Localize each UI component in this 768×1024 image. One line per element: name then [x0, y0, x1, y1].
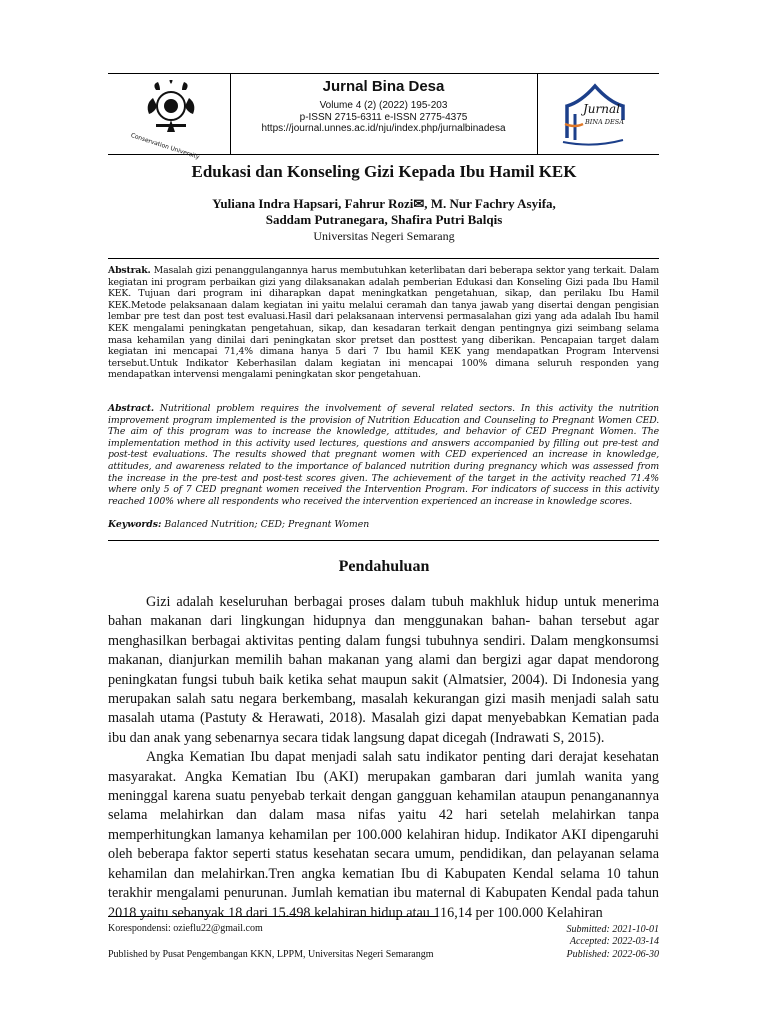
journal-info — [230, 74, 537, 135]
paragraph: Angka Kematian Ibu dapat menjadi salah satu indikator penting dari derajat kesehatan masyarakat. Angka Kematian Ibu (AKI) merupakan gambaran dari jumlah wanita yang meninggal karena suatu penyebab terkait dengan gangguan kehamilan ataupun penanganannya selama melahirkan dan dalam masa nifas yaitu 42 hari setelah melahirkan tanpa memperhitungkan lamanya kehamilan per 100.000 kelahiran hidup. Indikator AKI dipengaruhi oleh beberapa faktor seperti status kesehatan secara umum, pendidikan, dan pelayanan selama kehamilan dan melahirkan.Tren angka kematian Ibu di Kabupaten Kendal selama 10 tahun terakhir mengalami penurunan. Jumlah kematian ibu maternal di Kabupaten Kendal pada tahun 2018 yaitu sebanyak 18 dari 15.498 kelahiran hidup atau 116,14 per 100.000 Kelahiran — [108, 749, 659, 921]
author-list — [0, 196, 768, 228]
footer-rule — [108, 916, 438, 917]
abstract-bottom-rule — [108, 540, 659, 541]
correspondence: Korespondensi: ozieflu22@gmail.com — [108, 923, 263, 934]
authors-line-2: Saddam Putranegara, Shafira Putri Balqis — [265, 212, 503, 227]
journal-header — [108, 73, 659, 161]
keywords-label: Keywords: — [108, 519, 162, 530]
authors-line-1: Yuliana Indra Hapsari, Fahrur Rozi✉, M. Nur Fachry Asyifa, — [212, 196, 556, 211]
keywords — [108, 519, 659, 530]
logo-caption: Conservation University — [129, 132, 201, 161]
accepted-date: Accepted: 2022-03-14 — [569, 936, 659, 948]
logo-subtitle: BINA DESA — [585, 118, 624, 126]
abstract-english — [108, 403, 659, 507]
journal-url[interactable]: https://journal.unnes.ac.id/nju/index.php/jurnalbinadesa — [261, 123, 506, 134]
article-title: Edukasi dan Konseling Gizi Kepada Ibu Hamil KEK — [191, 162, 577, 181]
journal-issn: p-ISSN 2715-6311 e-ISSN 2775-4375 — [299, 111, 468, 123]
keywords-text: Balanced Nutrition; CED; Pregnant Women — [161, 519, 370, 530]
logo-title: Jurnal — [583, 102, 620, 116]
university-logo — [126, 80, 216, 161]
journal-name: Jurnal Bina Desa — [322, 78, 445, 95]
publisher: Published by Pusat Pengembangan KKN, LPPM, Universitas Negeri Semarangm — [108, 949, 434, 960]
abstract-en-text: Nutritional problem requires the involvement of several related sectors. In this activity the nutrition improvement program implemented is the provision of Nutrition Education and Counseling to Pregnant Women CED. The aim of this program was to increase the knowledge, attitudes, and behavior of CED Pregnant Women. The implementation method in this activity used lectures, questions and answers accompanied by filling out pre-test and post-test evaluations. The results showed that pregnant women with CED experienced an increase in knowledge, attitudes, and awareness related to the importance of balanced nutrition during pregnancy which was assessed from the increase in the pre-test and post-test scores given. The achievement of the target in the activity reached 71.4% where only 5 of 7 CED pregnant women received the Intervention Program. For indicators of success in this activity reached 100% where all respondents who received the intervention experienced an increase in knowledge scores. — [108, 403, 659, 507]
abstract-top-rule — [108, 258, 659, 259]
journal-logo — [561, 80, 629, 150]
abstract-text: Masalah gizi penanggulangannya harus membutuhkan keterlibatan dari beberapa sektor yang terkait. Dalam kegiatan ini program perbaikan gizi yang dilaksanakan adalah pemberian Edukasi dan Konseling Gizi pada Ibu Hamil KEK. Tujuan dari program ini diharapkan dapat meningkatkan pengetahuan, sikap, dan perilaku Ibu Hamil KEK.Metode pelaksanaan dalam kegiatan ini yaitu melalui ceramah dan tanya jawab yang disertai dengan pengisian lembar pre test dan post test evaluasi.Hasil dari pelaksanaan intervensi permasalahan gizi yang ada adalah Ibu hamil KEK mengalami peningkatan pengetahuan, sikap, dan kesadaran terkait dengan pentingnya gizi seimbang selama masa kehamilan yang dinilai dari peningkatan skor pretset dan posttest yang diberikan. Pencapaian target dalam kegiatan ini mencapai 71,4% dimana hanya 5 dari 7 Ibu hamil KEK yang mendapatkan Program Intervensi tersebut.Untuk Indikator Keberhasilan dalam kegiatan ini mencapai 100% dimana seluruh responden yang mendapatkan intervensi mengalami peningkatan skor pengetahuan. — [108, 265, 659, 381]
article-dates — [567, 924, 660, 961]
published-date: Published: 2022-06-30 — [566, 948, 659, 960]
abstract-en-label: Abstract. — [108, 403, 155, 414]
paragraph: Gizi adalah keseluruhan berbagai proses dalam tubuh makhluk hidup untuk menerima bahan makanan dari lingkungan hidupnya dan menggunakan bahan- bahan tersebut agar menghasilkan berbagai aktivitas penting dalam fungsi tubuhnya sendiri. Dalam mengkonsumsi makanan, dianjurkan memilih bahan makanan yang alami dan bergizi agar dapat mendorong peningkatan fungsi tubuh baik ketika sehat maupun sakit (Almatsier, 2004). Di Indonesia yang merupakan salah satu negara berkembang, masalah kekurangan gizi masih menjadi salah satu masalah utama (Pastuty & Herawati, 2018). Masalah gizi dapat menyebabkan Kematian pada ibu dan anak yang sebenarnya secara tidak langsung dapat dicegah (Indrawati S, 2015). — [108, 594, 659, 746]
header-divider — [537, 74, 538, 154]
submitted-date: Submitted: 2021-10-01 — [566, 924, 659, 935]
abstract-label: Abstrak. — [108, 265, 151, 276]
body-text — [108, 593, 659, 923]
affiliation: Universitas Negeri Semarang — [313, 229, 455, 243]
journal-volume: Volume 4 (2) (2022) 195-203 — [319, 100, 448, 111]
section-heading: Pendahuluan — [338, 558, 430, 575]
abstract-indonesian — [108, 265, 659, 381]
